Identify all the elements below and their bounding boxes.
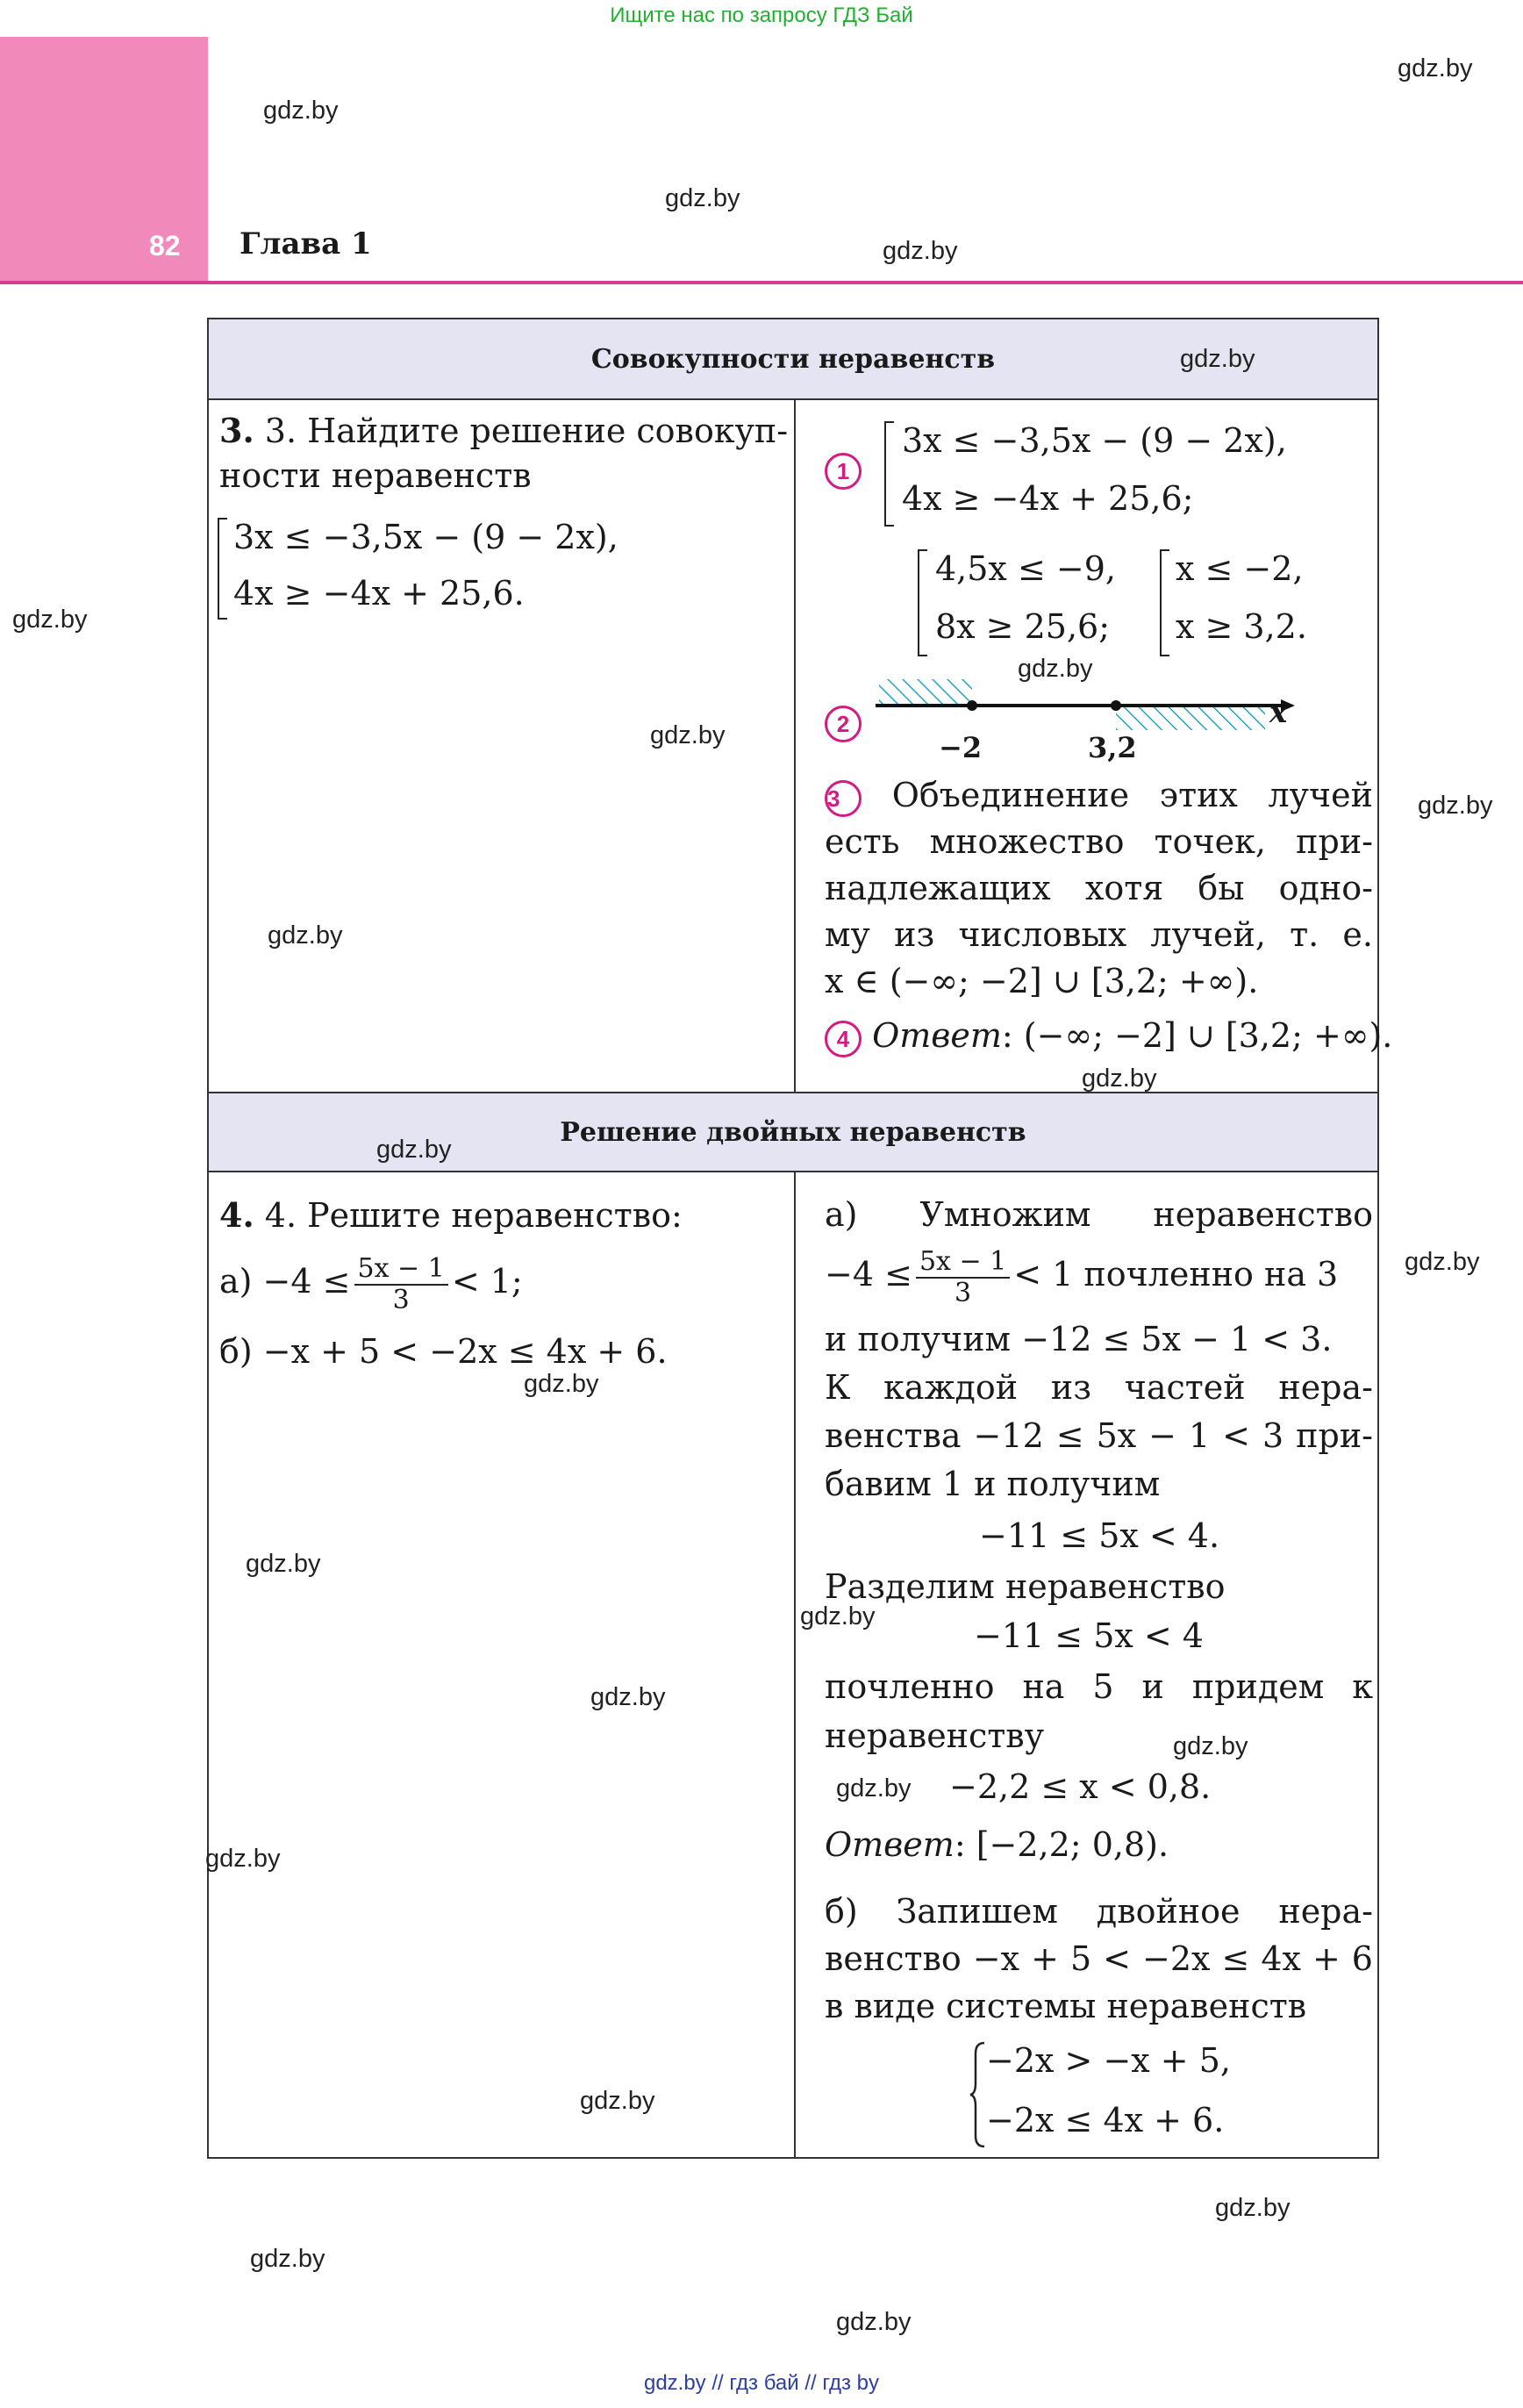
point-3-2: [1111, 700, 1121, 711]
watermark: gdz.by: [883, 237, 958, 265]
solution-b-text: в виде системы неравенств: [825, 1987, 1307, 2025]
union-bracket: [218, 518, 227, 620]
watermark: gdz.by: [1018, 655, 1093, 683]
watermark: gdz.by: [800, 1602, 876, 1630]
axis-label: x: [1269, 695, 1288, 730]
solution-a-fraction-line: −4 ≤ $\frac{5x - 1}{3}$ < 1 почленно на 3: [825, 1245, 1339, 1308]
task4-title: 4. 4. Решите неравенство:: [219, 1195, 683, 1235]
section-title: Совокупности неравенств: [590, 343, 996, 375]
step1-sub-2a: x ≤ −2,: [1176, 549, 1304, 588]
watermark: gdz.by: [250, 2245, 325, 2273]
step3-text: надлежащих хотя бы одно-: [825, 869, 1373, 907]
step3-text: му из числовых лучей, т. е.: [825, 915, 1373, 954]
step1-inequality-2: 4x ≥ −4x + 25,6;: [902, 479, 1194, 518]
solution-a-equation: −11 ≤ 5x < 4.: [979, 1516, 1220, 1555]
watermark: gdz.by: [1082, 1064, 1157, 1093]
tick-label: 3,2: [1088, 731, 1137, 764]
watermark: gdz.by: [376, 1136, 452, 1164]
solution-a-text: Разделим неравенство: [825, 1567, 1226, 1606]
solution-a-result: −2,2 ≤ x < 0,8.: [949, 1767, 1212, 1806]
system-inequality-1: −2x > −x + 5,: [986, 2041, 1231, 2080]
step-marker-1: 1: [825, 453, 862, 490]
page-number: 82: [149, 230, 181, 262]
top-banner[interactable]: Ищите нас по запросу ГДЗ Бай: [610, 4, 913, 27]
solution-a-text: почленно на 5 и придем к: [825, 1667, 1373, 1706]
bottom-banner[interactable]: gdz.by // гдз бай // гдз by: [643, 2371, 880, 2395]
watermark: gdz.by: [268, 921, 343, 950]
step-marker-2: 2: [825, 706, 862, 742]
watermark: gdz.by: [12, 606, 88, 634]
task4-part-a: а) −4 ≤ $\frac{5x - 1}{3}$ < 1;: [219, 1252, 523, 1315]
solution-a-equation: −11 ≤ 5x < 4: [974, 1616, 1204, 1655]
solution-a-answer: Ответ: [−2,2; 0,8).: [825, 1825, 1169, 1864]
solution-b-text: венство −x + 5 < −2x ≤ 4x + 6: [825, 1939, 1373, 1978]
task3-inequality-2: 4x ≥ −4x + 25,6.: [233, 574, 525, 613]
watermark: gdz.by: [590, 1683, 666, 1711]
watermark: gdz.by: [650, 721, 726, 749]
solution-a-text: К каждой из частей нера-: [825, 1368, 1373, 1407]
step1-sub-1b: 8x ≥ 25,6;: [935, 607, 1111, 646]
solution-a-text: бавим 1 и получим: [825, 1465, 1161, 1503]
number-line: [869, 676, 1298, 763]
watermark: gdz.by: [1405, 1248, 1480, 1276]
step1-sub-1a: 4,5x ≤ −9,: [935, 549, 1116, 588]
step4-answer: 4 Ответ: (−∞; −2] ∪ [3,2; +∞).: [825, 1013, 1392, 1059]
watermark: gdz.by: [1180, 345, 1255, 373]
step1-sub-2b: x ≥ 3,2.: [1176, 607, 1307, 646]
watermark: gdz.by: [836, 1774, 912, 1802]
chapter-title: Глава 1: [240, 226, 372, 262]
solution-a-text: и получим −12 ≤ 5x − 1 < 3.: [825, 1320, 1333, 1358]
watermark: gdz.by: [246, 1550, 321, 1578]
system-brace: [969, 2041, 988, 2148]
union-bracket: [918, 549, 927, 656]
task3-inequality-1: 3x ≤ −3,5x − (9 − 2x),: [233, 518, 618, 556]
column-divider: [794, 1171, 796, 2157]
task3-title-cont: ности неравенств: [219, 456, 532, 495]
watermark: gdz.by: [263, 97, 339, 125]
watermark: gdz.by: [1418, 792, 1493, 820]
ray-left-hatch: [879, 679, 972, 706]
watermark: gdz.by: [524, 1370, 599, 1398]
watermark: gdz.by: [205, 1845, 281, 1873]
solution-a-text: неравенству: [825, 1716, 1045, 1755]
column-divider: [794, 398, 796, 1092]
watermark: gdz.by: [1398, 54, 1473, 82]
union-bracket: [884, 421, 894, 527]
step3-text: x ∈ (−∞; −2] ∪ [3,2; +∞).: [825, 962, 1259, 1000]
watermark: gdz.by: [1215, 2194, 1291, 2222]
point-minus-2: [967, 700, 977, 711]
step3-text: есть множество точек, при-: [825, 822, 1373, 861]
solution-b-text: б) Запишем двойное нера-: [825, 1892, 1373, 1931]
union-bracket: [1160, 549, 1169, 656]
section-title: Решение двойных неравенств: [560, 1116, 1026, 1148]
watermark: gdz.by: [1173, 1732, 1248, 1760]
solution-a-text: венства −12 ≤ 5x − 1 < 3 при-: [825, 1416, 1373, 1455]
ray-right-hatch: [1116, 706, 1265, 730]
task4-part-b: б) −x + 5 < −2x ≤ 4x + 6.: [219, 1332, 668, 1371]
header-rule: [0, 281, 1523, 284]
step1-inequality-1: 3x ≤ −3,5x − (9 − 2x),: [902, 421, 1287, 460]
watermark: gdz.by: [836, 2308, 912, 2336]
tick-label: −2: [939, 731, 983, 764]
solution-a-text: а) Умножим неравенство: [825, 1195, 1373, 1234]
step3-text: 3 Объединение этих лучей: [825, 772, 1373, 819]
task3-title: 3. 3. Найдите решение совокуп-: [219, 411, 789, 450]
watermark: gdz.by: [580, 2087, 655, 2115]
system-inequality-2: −2x ≤ 4x + 6.: [986, 2101, 1225, 2139]
watermark: gdz.by: [665, 184, 740, 212]
